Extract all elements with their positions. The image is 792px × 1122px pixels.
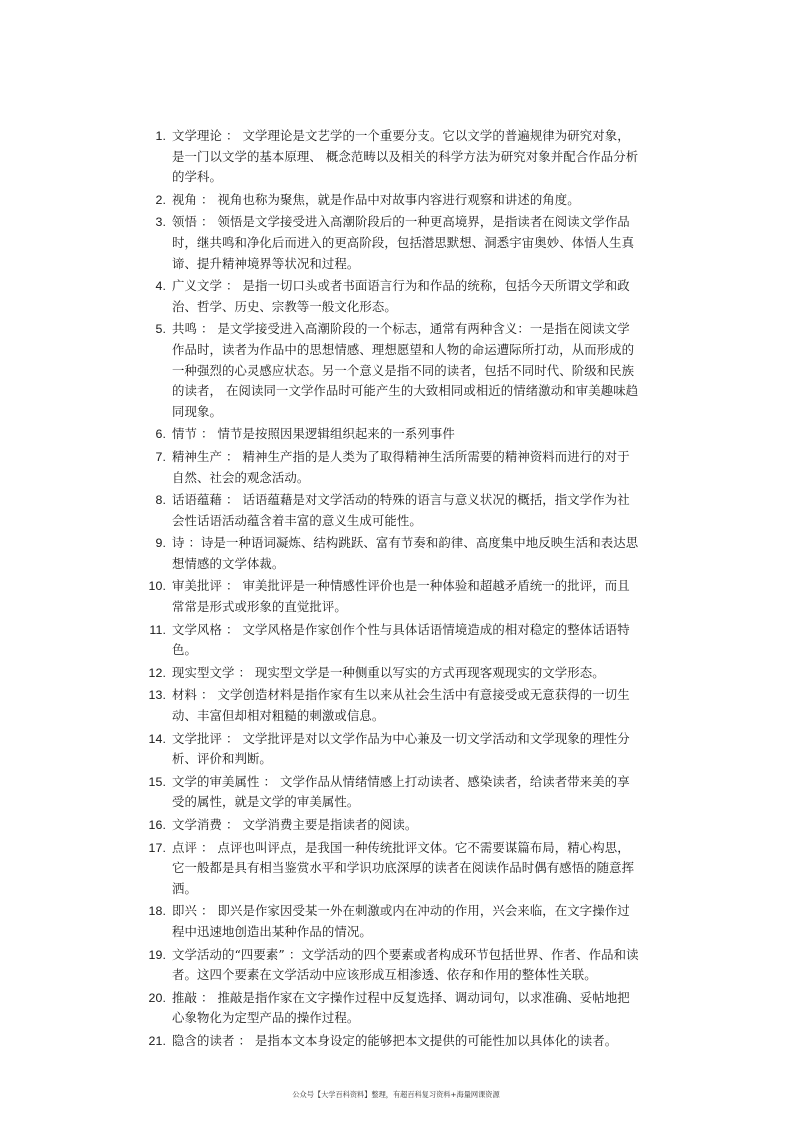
footer-note: 公众号【大学百科资料】整理，有超百科复习资料+海量网课资源 — [292, 1090, 500, 1099]
list-item-number: 19. — [148, 947, 166, 962]
list-item-number: 15. — [148, 774, 166, 789]
list-item-number: 17. — [148, 840, 166, 855]
list-item-text: 文学的审美属性 ： 文学作品从情绪情感上打动读者、感染读者，给读者带来美的享受的属性，就是文学的审美属性。 — [172, 773, 630, 810]
list-item-number: 8. — [155, 493, 166, 508]
list-item-text: 推敲 ： 推敲是指作家在文字操作过程中反复选择、调动词句，以求准确、妥帖地把心象物化为定型产品的操作过程。 — [172, 989, 630, 1026]
list-item-number: 6. — [155, 427, 166, 442]
list-item-text: 即兴 ： 即兴是作家因受某一外在刺激或内在冲动的作用，兴会来临，在文字操作过程中迅速地创造出某种作品的情况。 — [172, 903, 630, 939]
list-item — [142, 126, 642, 188]
list-item — [142, 838, 642, 900]
list-item-number: 3. — [155, 215, 166, 230]
list-item-number: 20. — [148, 990, 166, 1005]
list-item-text: 审美批评 ： 审美批评是一种情感性评价也是一种体验和超越矛盾统一的批评，而且常常是形式或形象的直觉批评。 — [172, 578, 630, 615]
list-item — [142, 319, 642, 422]
list-item-text: 领悟 ： 领悟是文学接受进入高潮阶段后的一种更高境界，是指读者在阅读文学作品时，继共鸣和净化后而进入的更高阶段，包括潜思默想、洞悉宇宙奥妙、体悟人生真谛、提升精神境界等状况和过程。 — [172, 214, 635, 271]
list-item — [142, 988, 642, 1029]
list-item — [142, 772, 642, 813]
list-item-number: 9. — [155, 536, 166, 551]
list-item — [142, 447, 642, 488]
list-item-number: 1. — [155, 129, 166, 143]
term-list — [142, 126, 642, 1054]
list-item-number: 16. — [148, 818, 166, 832]
list-item-text: 诗 ：诗是一种语词凝炼、结构跳跃、富有节奏和韵律、高度集中地反映生活和表达思想情感的文学体裁。 — [172, 535, 639, 571]
list-item-text: 视角 ： 视角也称为聚焦，就是作品中对故事内容进行观察和讲述的角度。 — [172, 191, 580, 207]
list-item — [142, 576, 642, 617]
list-item-number: 21. — [148, 1033, 166, 1048]
list-item — [142, 620, 642, 661]
list-item-text: 文学消费 ： 文学消费主要是指读者的阅读。 — [172, 817, 418, 832]
list-item-text: 文学理论 ： 文学理论是文艺学的一个重要分支。它以文学的普遍规律为研究对象，是一门以文学的基本原理、 概念范畴以及相关的科学方法为研究对象并配合作品分析的学科。 — [172, 128, 639, 185]
list-item — [142, 190, 642, 211]
list-item — [142, 533, 642, 574]
list-item-text: 共鸣 ： 是文学接受进入高潮阶段的一个标志，通常有两种含义：一是指在阅读文学作品时，读者为作品中的思想情感、理想愿望和人物的命运遭际所打动，从而形成的一种强烈的心灵感应状态。另一个意义是指不同的读者，包括不同时代、阶级和民族的读者， 在阅读同一文学作品时可能产生的大致相同或相近的情绪激动和审美趣味趋同现象。 — [172, 321, 639, 419]
list-item-number: 12. — [148, 665, 166, 680]
list-item-number: 4. — [155, 279, 166, 294]
list-item — [142, 685, 642, 726]
list-item-text: 点评 ： 点评也叫评点，是我国一种传统批评文体。它不需要谋篇布局，精心构思，它一般都是具有相当鉴赏水平和学识功底深厚的读者在阅读作品时偶有感悟的随意挥洒。 — [172, 839, 635, 896]
list-item-text: 文学活动的“四要素” ：文学活动的四个要素或者构成环节包括世界、作者、作品和读者。这四个要素在文学活动中应该形成互相渗透、依存和作用的整体性关联。 — [172, 946, 639, 983]
list-item — [142, 1031, 642, 1052]
list-item — [142, 663, 642, 684]
list-item-text: 文学风格 ： 文学风格是作家创作个性与具体话语情境造成的相对稳定的整体话语特色。 — [172, 621, 630, 658]
list-item-text: 现实型文学 ： 现实型文学是一种侧重以写实的方式再现客观现实的文学形态。 — [172, 664, 605, 680]
list-item-number: 7. — [155, 449, 166, 464]
list-item — [142, 212, 642, 274]
list-item-number: 18. — [148, 904, 166, 919]
list-item-number: 2. — [155, 192, 166, 207]
list-item-text: 文学批评 ： 文学批评是对以文学作品为中心兼及一切文学活动和文学现象的理性分析、评价和判断。 — [172, 730, 630, 767]
list-item-text: 隐含的读者 ： 是指本文本身设定的能够把本文提供的可能性加以具体化的读者。 — [172, 1032, 618, 1048]
list-item-number: 5. — [155, 322, 166, 337]
list-item — [142, 945, 642, 986]
list-item-text: 广义文学 ： 是指一切口头或者书面语言行为和作品的统称，包括今天所谓文学和政治、哲学、历史、宗教等一般文化形态。 — [172, 278, 630, 314]
list-item-text: 情节 ： 情节是按照因果逻辑组织起来的一系列事件 — [172, 426, 455, 442]
list-item-text: 精神生产 ： 精神生产指的是人类为了取得精神生活所需要的精神资料而进行的对于自然、社会的观念活动。 — [172, 448, 630, 485]
list-item-number: 13. — [148, 688, 166, 703]
list-item — [142, 490, 642, 531]
list-item-text: 话语蕴藉 ： 话语蕴藉是对文学活动的特殊的语言与意义状况的概括，指文学作为社会性话语活动蕴含着丰富的意义生成可能性。 — [172, 492, 630, 528]
list-item — [142, 901, 642, 942]
list-item — [142, 729, 642, 770]
list-item-number: 11. — [149, 622, 166, 637]
list-item — [142, 815, 642, 836]
list-item-number: 14. — [148, 731, 166, 746]
list-item — [142, 276, 642, 317]
list-item — [142, 424, 642, 445]
list-item-text: 材料 ： 文学创造材料是指作家有生以来从社会生活中有意接受或无意获得的一切生动、丰富但却相对粗糙的刺激或信息。 — [172, 687, 630, 724]
list-item-number: 10. — [148, 579, 166, 594]
